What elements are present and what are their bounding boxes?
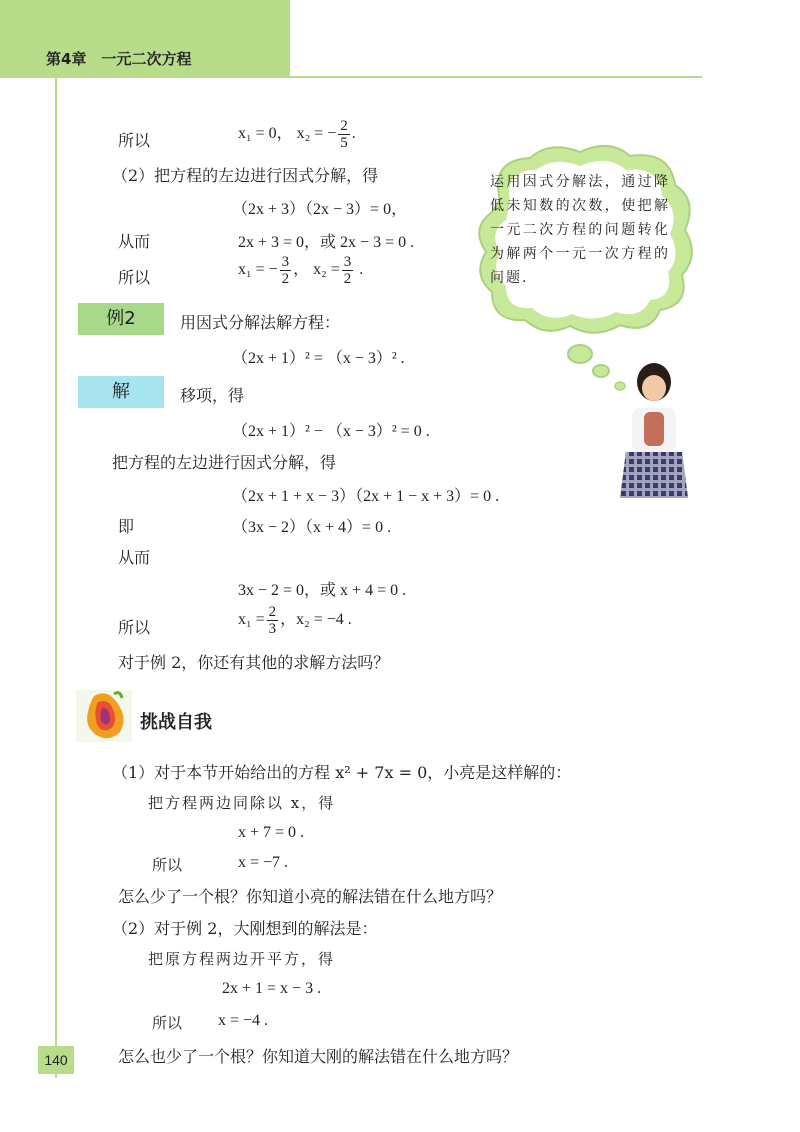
numerator: 2 (340, 118, 348, 134)
so-label-2: 所以 (118, 268, 151, 287)
challenge-2-so: 所以 (152, 1014, 183, 1032)
challenge-1-question: 怎么少了一个根？你知道小亮的解法错在什么地方吗？ (118, 887, 503, 906)
denominator: 5 (340, 135, 348, 151)
period: . (359, 261, 364, 279)
thus-label-2: 从而 (118, 548, 151, 567)
thus-label: 从而 (118, 232, 151, 251)
equation-text: x₁ = (238, 611, 265, 629)
numerator: 2 (268, 604, 277, 620)
challenge-title: 挑战自我 (140, 712, 212, 733)
equation-text: ，x₂ = −4 . (280, 611, 352, 629)
fraction (338, 118, 350, 151)
so-label-3: 所以 (118, 618, 151, 637)
numerator: 3 (281, 254, 290, 270)
challenge-2-eq: 2x + 1 = x − 3 . (222, 980, 322, 997)
margin-line (55, 78, 57, 1078)
flame-icon (80, 688, 130, 742)
factored-equation: （2x + 3）（2x − 3）= 0， (232, 201, 408, 218)
challenge-1-step: 把方程两边同除以 x，得 (148, 794, 336, 812)
equation-text: ， x₂ = (293, 261, 340, 279)
period: . (351, 125, 356, 143)
solution-line (238, 254, 363, 287)
challenge-2-text: （2）对于例 2，大刚想到的解法是： (112, 919, 378, 938)
factored-form: （2x + 1 + x − 3）（2x + 1 − x + 3）= 0 . (232, 488, 500, 505)
example-2-prompt: 用因式分解法解方程： (180, 313, 341, 332)
so-label-1: 所以 (118, 131, 151, 150)
equation-text: x₁ = − (238, 261, 278, 279)
fraction (342, 254, 354, 287)
bubble-text: 运用因式分解法，通过降低未知数的次数，使把解一元二次方程的问题转化为解两个一元一次方程的问题. (490, 174, 670, 286)
equation-line-1 (238, 118, 356, 151)
example-2-label: 例2 (78, 303, 164, 335)
numerator: 3 (343, 254, 352, 270)
challenge-1-so: 所以 (152, 856, 183, 874)
other-method-question: 对于例 2，你还有其他的求解方法吗？ (118, 653, 390, 672)
step-2-text: （2）把方程的左边进行因式分解，得 (112, 166, 379, 185)
girl-illustration (618, 360, 690, 500)
rearranged-equation: （2x + 1）² − （x − 3）² = 0 . (232, 423, 430, 440)
challenge-1-eq: x + 7 = 0 . (238, 824, 305, 841)
challenge-2-step: 把原方程两边开平方，得 (148, 950, 336, 968)
solution-intro: 移项，得 (180, 386, 245, 405)
denominator: 2 (343, 271, 352, 287)
example-2-equation: （2x + 1）² = （x − 3）² . (232, 350, 405, 367)
simplified-factored: （3x − 2）（x + 4）= 0 . (232, 519, 392, 536)
factor-instruction: 把方程的左边进行因式分解，得 (112, 453, 337, 472)
challenge-2-result: x = −4 . (218, 1012, 269, 1029)
challenge-1-result: x = −7 . (238, 854, 289, 871)
final-solution (238, 604, 352, 637)
header-rule (0, 76, 702, 78)
denominator: 3 (268, 621, 277, 637)
linear-equations: 2x + 3 = 0，或 2x − 3 = 0 . (238, 234, 415, 251)
chapter-title: 第4章 一元二次方程 (46, 50, 192, 68)
fraction (280, 254, 292, 287)
equation-text: x₁ = 0， x₂ = − (238, 125, 337, 143)
linear-equations-2: 3x − 2 = 0，或 x + 4 = 0 . (238, 582, 407, 599)
fraction (267, 604, 279, 637)
page-number: 140 (38, 1046, 74, 1074)
challenge-1-text: （1）对于本节开始给出的方程 x² + 7x = 0，小亮是这样解的： (112, 763, 572, 782)
i-e-label: 即 (118, 517, 135, 536)
solution-label: 解 (78, 376, 164, 408)
denominator: 2 (281, 271, 290, 287)
challenge-2-question: 怎么也少了一个根？你知道大刚的解法错在什么地方吗？ (118, 1047, 519, 1066)
